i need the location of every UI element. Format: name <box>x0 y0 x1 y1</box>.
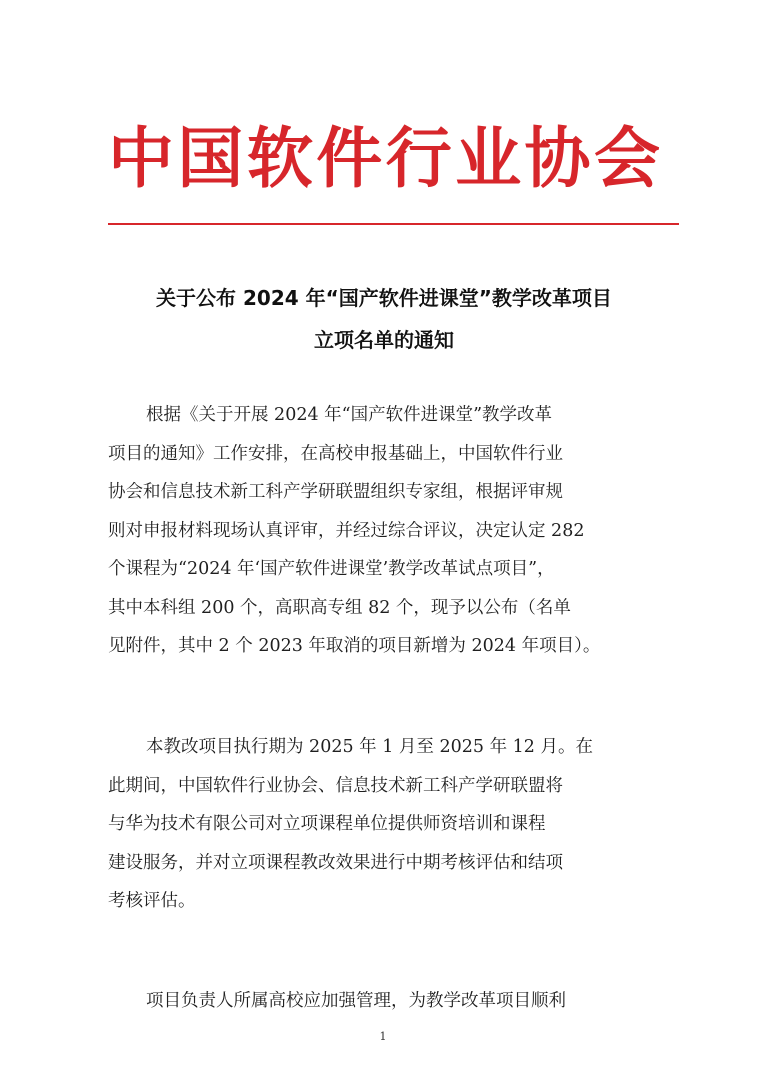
page-number: 1 <box>379 1030 387 1043</box>
paragraph-line: 则对申报材料现场认真评审，并经过综合评议，决定认定 282 <box>108 520 585 541</box>
paragraph <box>108 728 668 921</box>
letterhead-char: 软 <box>246 119 313 197</box>
letterhead-char: 会 <box>593 119 660 197</box>
letterhead-divider <box>108 223 679 225</box>
paragraph-line: 项目负责人所属高校应加强管理，为教学改革项目顺利 <box>146 991 566 1011</box>
paragraph-line: 项目的通知》工作安排，在高校申报基础上，中国软件行业 <box>108 443 563 464</box>
letterhead-char: 行 <box>385 119 452 197</box>
paragraph-line: 协会和信息技术新工科产学研联盟组织专家组，根据评审规 <box>108 482 563 502</box>
letterhead <box>108 118 660 198</box>
letterhead-char: 件 <box>316 119 383 197</box>
paragraph <box>108 396 668 666</box>
paragraph-line: 个课程为“2024 年‘国产软件进课堂’教学改革试点项目”， <box>108 559 555 579</box>
paragraph-line: 建设服务，并对立项课程教改效果进行中期考核评估和结项 <box>108 852 563 873</box>
paragraph <box>108 982 668 1021</box>
paragraph-line: 与华为技术有限公司对立项课程单位提供师资培训和课程 <box>108 814 546 834</box>
letterhead-char: 业 <box>455 119 522 197</box>
letterhead-char: 国 <box>177 119 244 197</box>
paragraph-line: 根据《关于开展 2024 年“国产软件进课堂”教学改革 <box>146 405 553 425</box>
letterhead-char: 中 <box>108 119 174 197</box>
paragraph-line: 本教改项目执行期为 2025 年 1 月至 2025 年 12 月。在 <box>146 737 593 757</box>
title-line: 关于公布 2024 年“国产软件进课堂”教学改革项目 <box>156 286 612 310</box>
letterhead-char: 协 <box>524 119 591 197</box>
title-line: 立项名单的通知 <box>314 328 454 352</box>
paragraph-line: 见附件，其中 2 个 2023 年取消的项目新增为 2024 年项目）。 <box>108 636 601 656</box>
paragraph-line: 考核评估。 <box>108 891 196 911</box>
notice-title <box>100 277 668 361</box>
paragraph-line: 其中本科组 200 个，高职高专组 82 个，现予以公布（名单 <box>108 597 571 618</box>
paragraph-line: 此期间，中国软件行业协会、信息技术新工科产学研联盟将 <box>108 775 563 796</box>
